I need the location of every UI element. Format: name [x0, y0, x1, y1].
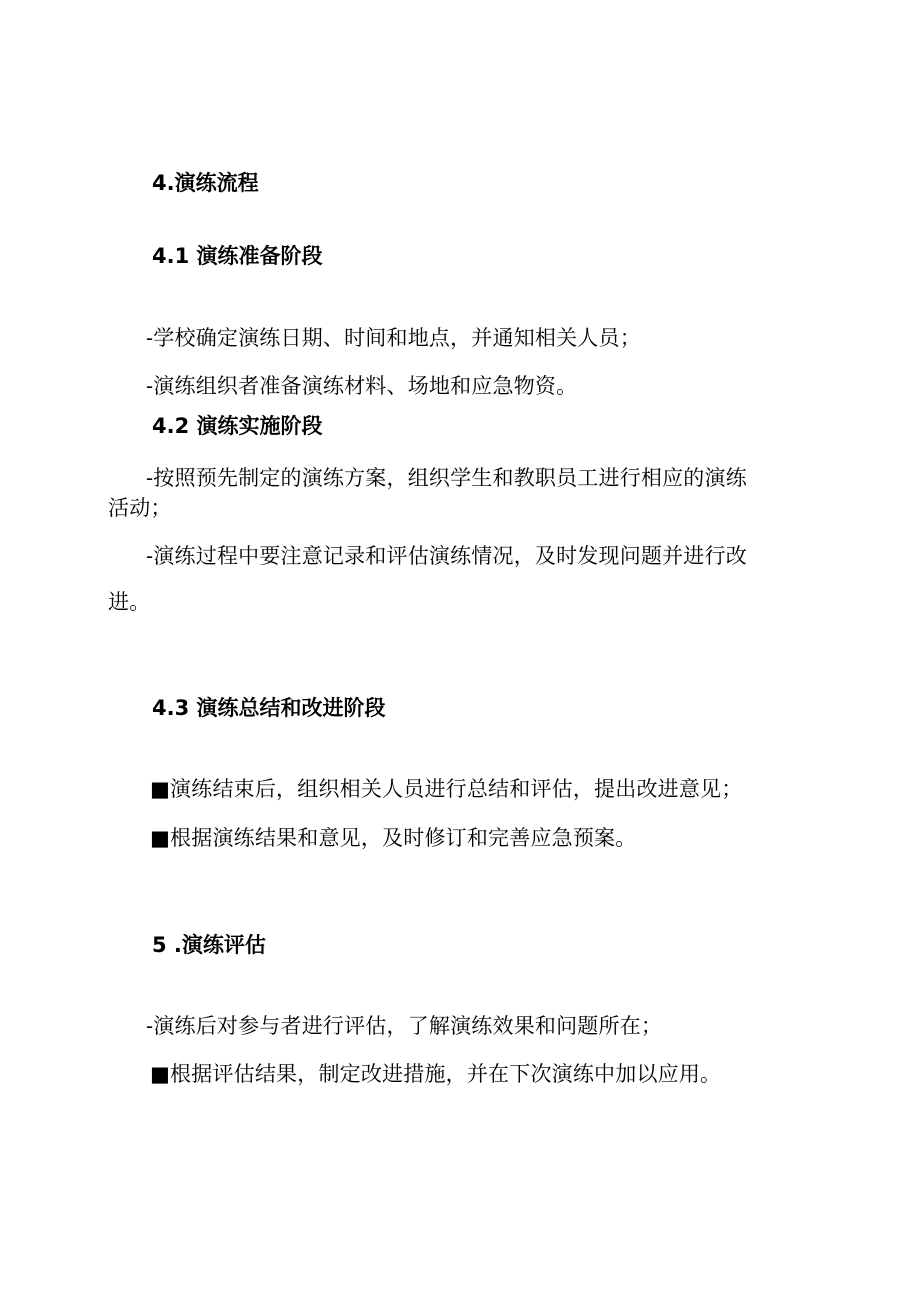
section-4-2-item-2-line-2: 进。 — [108, 590, 151, 614]
section-4-2-item-2-line-1: -演练过程中要注意记录和评估演练情况，及时发现问题并进行改 — [146, 544, 747, 568]
section-5-title: 5 .演练评估 — [152, 933, 266, 957]
section-5-item-1: -演练后对参与者进行评估，了解演练效果和问题所在； — [146, 1014, 663, 1038]
section-5-item-2: ■根据评估结果，制定改进措施，并在下次演练中加以应用。 — [150, 1062, 722, 1086]
section-4-3-item-2: ■根据演练结果和意见，及时修订和完善应急预案。 — [150, 826, 637, 850]
section-4-1-item-2: -演练组织者准备演练材料、场地和应急物资。 — [146, 374, 578, 398]
section-4-3-item-1: ■演练结束后，组织相关人员进行总结和评估，提出改进意见； — [150, 777, 743, 801]
section-4-title: 4.演练流程 — [152, 171, 259, 195]
section-4-2-item-1-line-2: 活动； — [108, 496, 172, 520]
section-4-2-title: 4.2 演练实施阶段 — [152, 414, 323, 438]
section-4-3-title: 4.3 演练总结和改进阶段 — [152, 696, 386, 720]
section-4-1-item-1: -学校确定演练日期、时间和地点，并通知相关人员； — [146, 326, 641, 350]
section-4-2-item-1-line-1: -按照预先制定的演练方案，组织学生和教职员工进行相应的演练 — [146, 466, 747, 490]
section-4-1-title: 4.1 演练准备阶段 — [152, 244, 323, 268]
